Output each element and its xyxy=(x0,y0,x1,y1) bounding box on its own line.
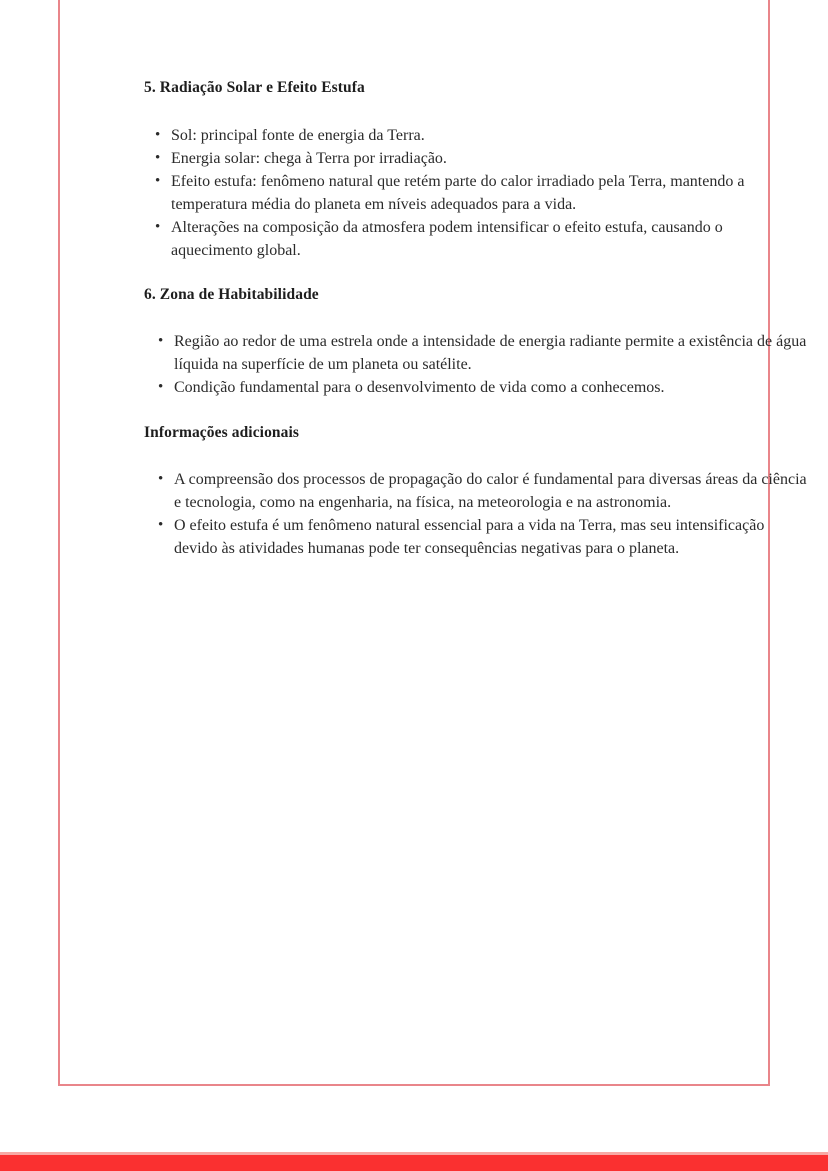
section-heading-informacoes-adicionais: Informações adicionais xyxy=(144,424,300,441)
list-item: • Região ao redor de uma estrela onde a intensidade de energia radiante permite a existência de água líquida na superfície de um planeta ou satélite. xyxy=(147,330,807,376)
list-item: • Energia solar: chega à Terra por irradiação. xyxy=(144,147,806,170)
list-item: • O efeito estufa é um fenômeno natural essencial para a vida na Terra, mas seu intensificação devido às atividades humanas pode ter consequências negativas para o planeta. xyxy=(147,514,807,560)
bullet-list-radiacao-solar xyxy=(144,124,806,262)
bullet-list-informacoes-adicionais xyxy=(147,468,807,560)
content-frame xyxy=(58,0,807,1086)
section-heading-radiacao-solar: 5. Radiação Solar e Efeito Estufa xyxy=(144,79,365,96)
section-heading-zona-habitabilidade: 6. Zona de Habitabilidade xyxy=(144,286,319,303)
list-item: • A compreensão dos processos de propagação do calor é fundamental para diversas áreas da ciência e tecnologia, como na engenharia, na física, na meteorologia e na astronomia. xyxy=(147,468,807,514)
list-item: • Condição fundamental para o desenvolvimento de vida como a conhecemos. xyxy=(147,376,807,399)
bullet-list-zona-habitabilidade xyxy=(147,330,807,399)
document-body xyxy=(144,0,806,1078)
footer-accent-bar-highlight xyxy=(0,1152,828,1155)
list-item: • Sol: principal fonte de energia da Terra. xyxy=(144,124,806,147)
list-item: • Alterações na composição da atmosfera podem intensificar o efeito estufa, causando o aquecimento global. xyxy=(144,216,806,262)
list-item: • Efeito estufa: fenômeno natural que retém parte do calor irradiado pela Terra, mantendo a temperatura média do planeta em níveis adequados para a vida. xyxy=(144,170,806,216)
footer-accent-bar xyxy=(0,1152,828,1171)
